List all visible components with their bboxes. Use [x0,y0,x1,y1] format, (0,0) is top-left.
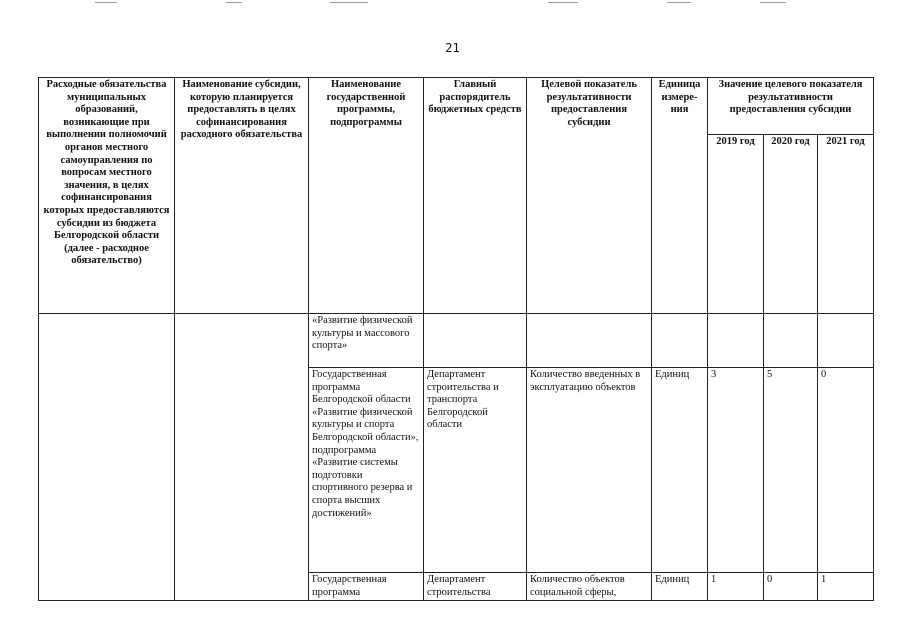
cell-subsidy-empty [175,314,309,601]
table-row [39,314,874,368]
header-year-2019: 2019 год [708,135,764,314]
cell-value-2020: 5 [764,368,818,573]
header-subsidy-name: Наименование субсидии, которую планируется предоставлять в целях софинансирования расходного обязательства [175,78,309,314]
cell-value-2020 [764,314,818,368]
cell-obligation-empty [39,314,175,601]
scan-artifact [667,2,691,3]
cell-program: Государственная программа [309,573,424,601]
cell-value-2021: 1 [818,573,874,601]
header-target-value: Значение целевого показателя результативности предоставления субсидии [708,78,874,135]
cell-indicator: Количество введенных в эксплуатацию объектов [527,368,652,573]
header-unit: Единица измере-ния [652,78,708,314]
cell-indicator: Количество объектов социальной сферы, [527,573,652,601]
header-program: Наименование государственной программы, подпрограммы [309,78,424,314]
cell-distributor: Департамент строительства [424,573,527,601]
header-year-2021: 2021 год [818,135,874,314]
scan-artifact [760,2,786,3]
cell-value-2020: 0 [764,573,818,601]
cell-distributor [424,314,527,368]
header-distributor: Главный распорядитель бюджетных средств [424,78,527,314]
header-obligations: Расходные обязательства муниципальных образований, возникающие при выполнении полномочий органов местного самоуправления по вопросам местного значения, в целях софинансирования которых предоставляются субсидии из бюджета Белгородской области (далее - расходное обязательство) [39,78,175,314]
cell-distributor: Департамент строительства и транспорта Белгородской области [424,368,527,573]
scan-artifact [330,2,368,3]
cell-unit: Единиц [652,368,708,573]
scan-artifact [95,2,117,3]
cell-value-2021: 0 [818,368,874,573]
cell-program: «Развитие физической культуры и массового спорта» [309,314,424,368]
scan-artifact [548,2,578,3]
cell-program: Государственная программа Белгородской области «Развитие физической культуры и спорта Белгородской области», подпрограмма «Развитие системы подготовки спортивного резерва и спорта высших достижений» [309,368,424,573]
page-number: 21 [445,41,460,55]
cell-indicator [527,314,652,368]
subsidy-table [38,77,874,601]
cell-value-2019: 3 [708,368,764,573]
cell-value-2021 [818,314,874,368]
cell-unit: Единиц [652,573,708,601]
scan-artifact [226,2,242,3]
cell-value-2019 [708,314,764,368]
cell-value-2019: 1 [708,573,764,601]
header-indicator: Целевой показатель результативности предоставления субсидии [527,78,652,314]
cell-unit [652,314,708,368]
header-year-2020: 2020 год [764,135,818,314]
